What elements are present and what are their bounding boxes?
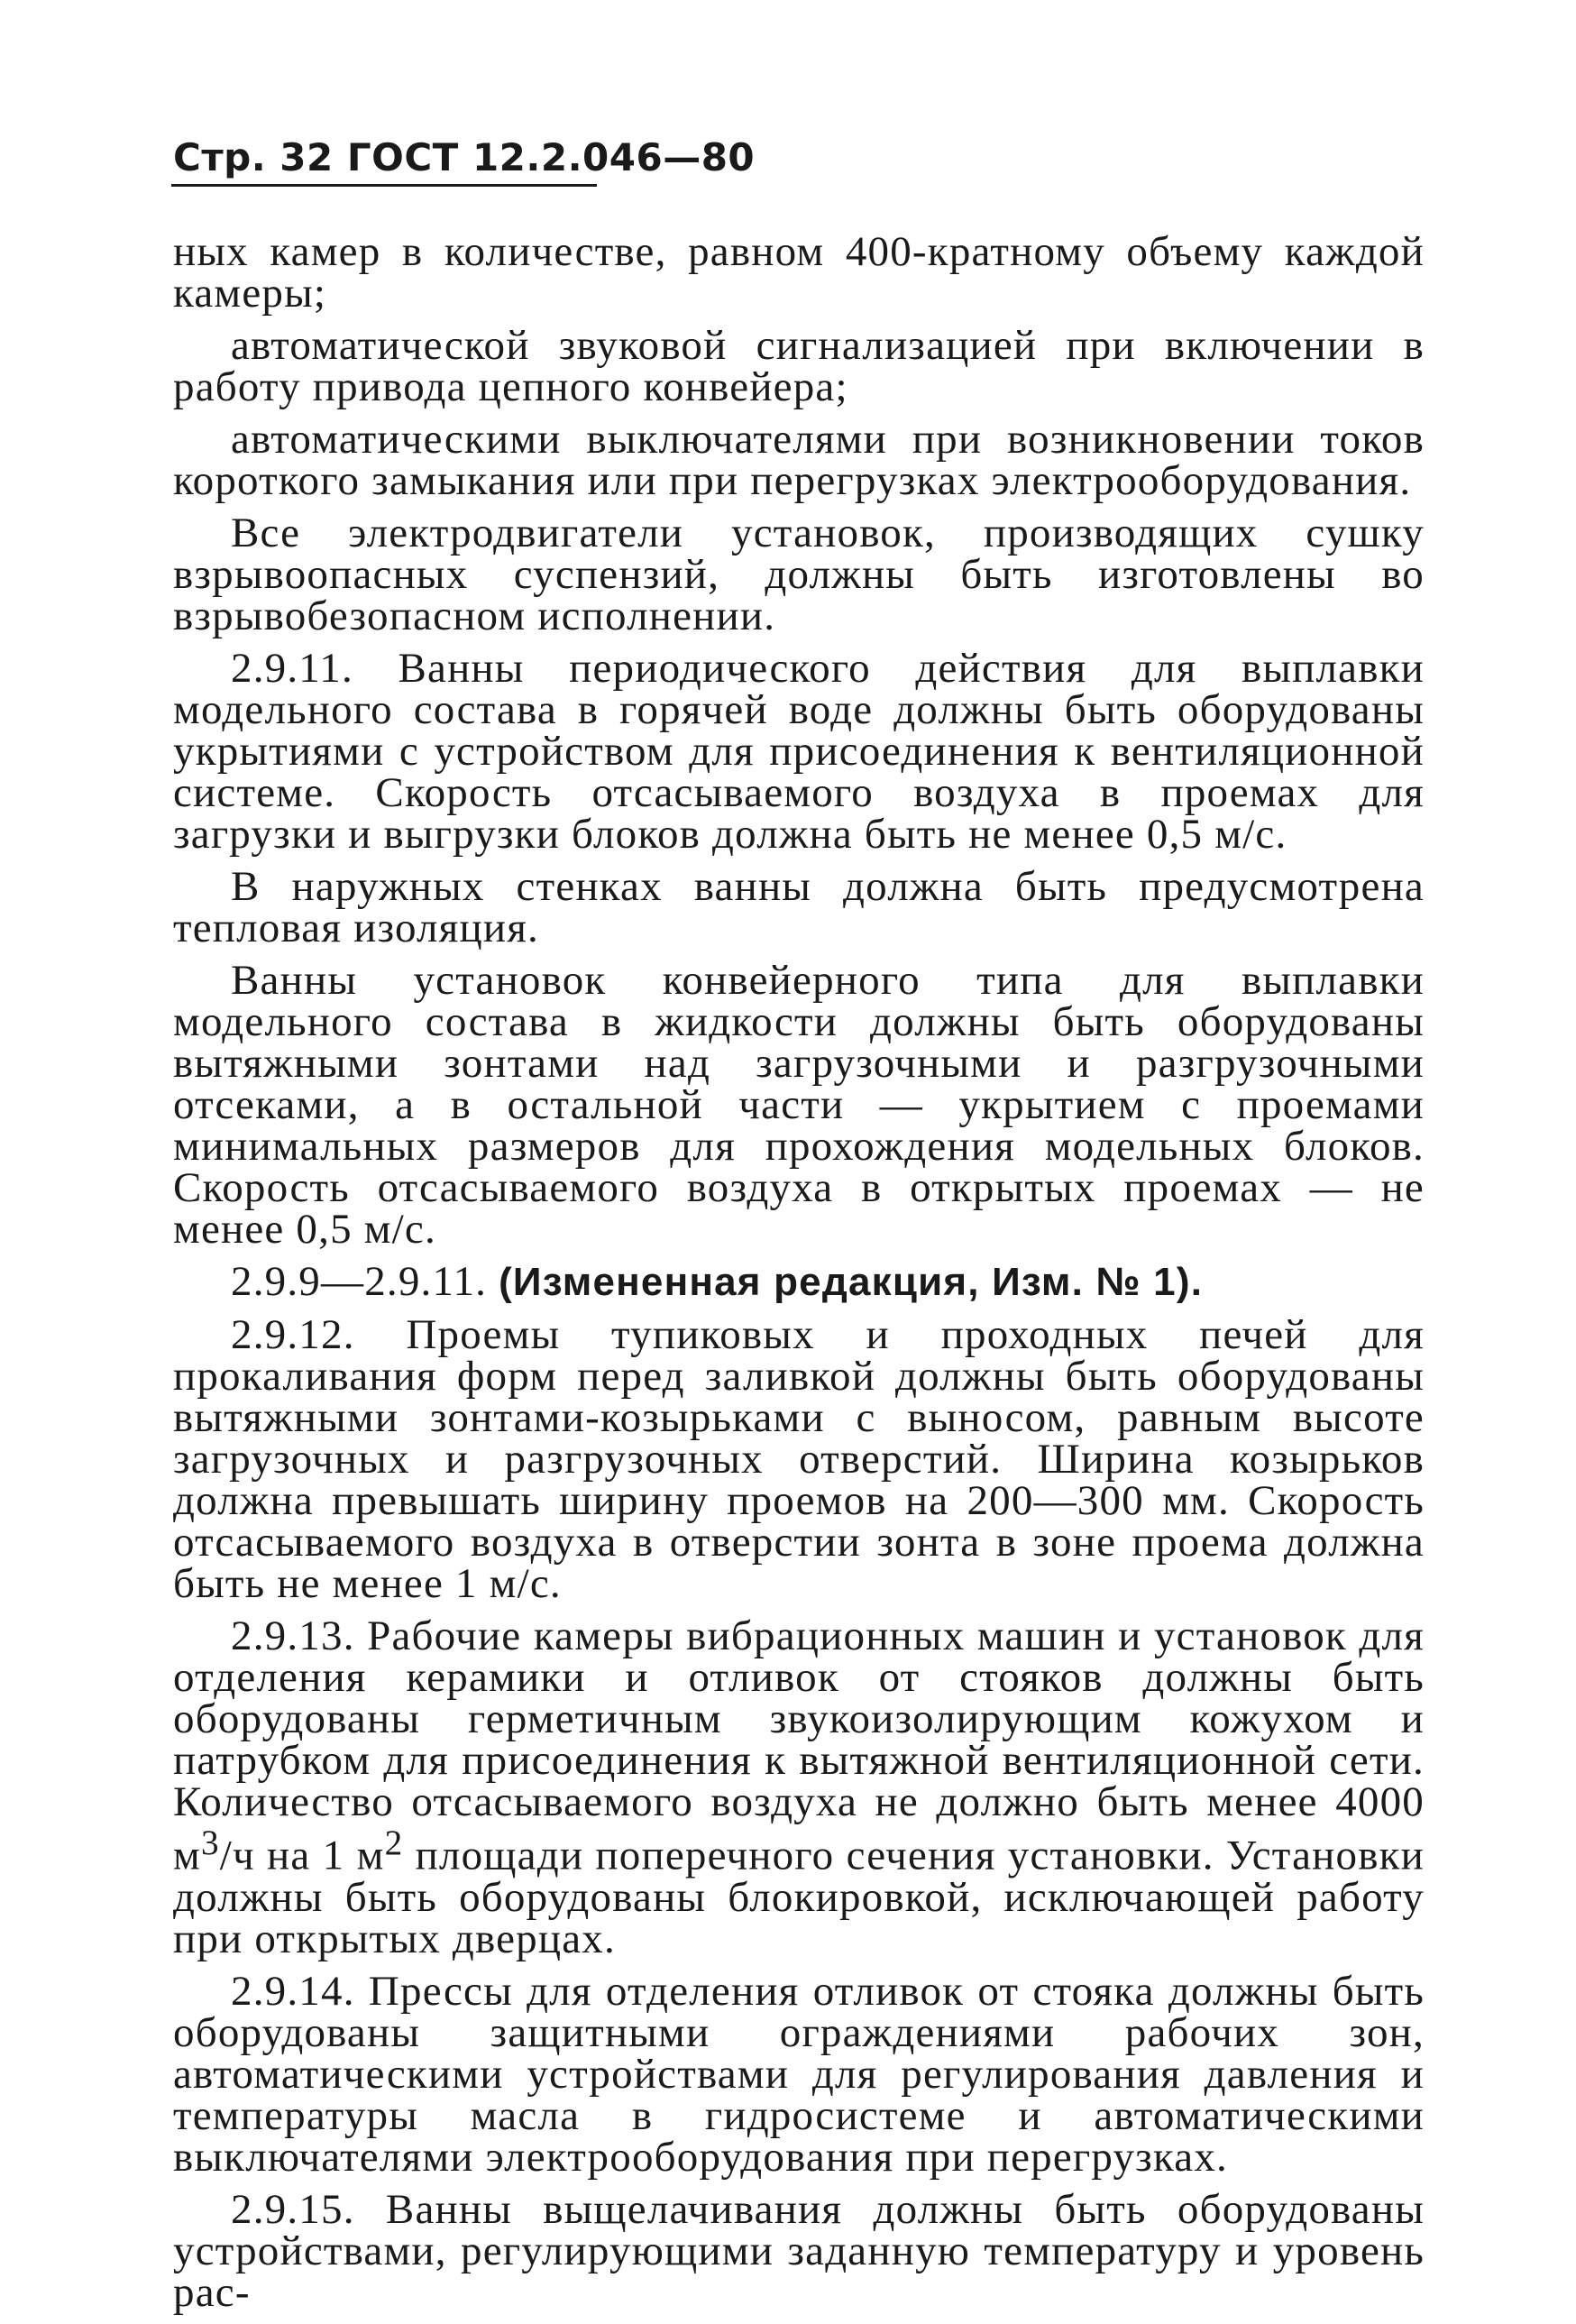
superscript-3: 3: [200, 1823, 220, 1862]
paragraph-2-9-14: 2.9.14. Прессы для отделения отливок от стояка должны быть оборудованы защитными ограждениями рабочих зон, автоматическими устройствами для регулирования давления и температуры масла в гидросистеме и автоматическими выключателями электрооборудования при перегрузках.: [173, 1967, 1425, 2181]
p2913-text-1: 2.9.13. Рабочие камеры вибрационных машин и установок для отделения керамики и отливок от стояков должны быть оборудованы герметичным звукоизолирующим кожухом и патрубком для присоединения к вытяжной вентиляционной сети. Количество отсасываемого воздуха не должно быть менее 4000 м: [173, 1612, 1425, 1879]
header-rule: [171, 184, 597, 187]
page-header: [173, 135, 755, 179]
paragraph: Все электродвигатели установок, производящих сушку взрывоопасных суспензий, должны быть изготовлены во взрывобезопасном исполнении.: [173, 510, 1425, 639]
paragraph: Ванны установок конвейерного типа для выплавки модельного состава в жидкости должны быть оборудованы вытяжными зонтами над загрузочными и разгрузочными отсеками, а в остальной части — укрытием с проемами минимальных размеров для прохождения модельных блоков. Скорость отсасываемого воздуха в открытых проемах — не менее 0,5 м/с.: [173, 957, 1425, 1253]
amendment-range: 2.9.9—2.9.11.: [231, 1258, 488, 1305]
p2913-text-2: /ч на 1 м: [219, 1832, 385, 1879]
standard-number: ГОСТ 12.2.046—80: [346, 135, 756, 179]
paragraph-2-9-15: 2.9.15. Ванны выщелачивания должны быть оборудованы устройствами, регулирующими заданную температуру и уровень рас-: [173, 2185, 1425, 2316]
paragraph-2-9-11: 2.9.11. Ванны периодического действия для выплавки модельного состава в горячей воде должны быть оборудованы укрытиями с устройством для присоединения к вентиляционной системе. Скорость отсасываемого воздуха в проемах для загрузки и выгрузки блоков должна быть не менее 0,5 м/с.: [173, 645, 1425, 858]
p2913-text-3: площади поперечного сечения установки. Установки должны быть оборудованы блокировкой, исключающей работу при открытых дверцах.: [173, 1832, 1425, 1962]
paragraph-2-9-12: 2.9.12. Проемы тупиковых и проходных печей для прокаливания форм перед заливкой должны быть оборудованы вытяжными зонтами-козырьками с выносом, равным высоте загрузочных и разгрузочных отверстий. Ширина козырьков должна превышать ширину проемов на 200—300 мм. Скорость отсасываемого воздуха в отверстии зонта в зоне проема должна быть не менее 1 м/с.: [173, 1311, 1425, 1607]
superscript-2: 2: [384, 1823, 404, 1862]
paragraph: В наружных стенках ванны должна быть предусмотрена тепловая изоляция.: [173, 863, 1425, 951]
paragraph-2-9-13: [173, 1612, 1425, 1962]
body-text: [173, 228, 1425, 2324]
amendment-text: (Измененная редакция, Изм. № 1).: [499, 1260, 1204, 1304]
paragraph: автоматической звуковой сигнализацией при включении в работу привода цепного конвейера;: [173, 322, 1425, 410]
paragraph: автоматическими выключателями при возникновении токов короткого замыкания или при перегрузках электрооборудования.: [173, 416, 1425, 504]
amendment-note: [173, 1258, 1425, 1305]
page-number: Стр. 32: [173, 135, 334, 179]
paragraph-continuation: ных камер в количестве, равном 400-кратному объему каждой камеры;: [173, 228, 1425, 317]
